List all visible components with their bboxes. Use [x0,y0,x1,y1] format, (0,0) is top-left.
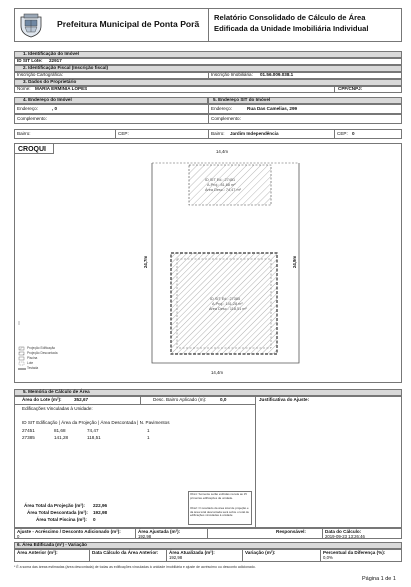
croqui-title: CROQUI [18,145,46,153]
complemento-label: Complemento: [17,116,47,121]
desc-bairro-value: 0,0 [220,397,227,402]
area-lote-label: Área do Lote (m²): [22,397,62,402]
legend-lote: Lote [27,361,34,365]
cpf-cnpj-label: CPF/CNPJ: [338,86,363,91]
sit-cep-value: 0 [352,131,355,136]
table-row-2-id: 27385 [22,435,35,440]
dim-left-label: 24,7m [143,255,148,268]
dim-right-label: 24,9m [292,255,297,268]
owner-divider [334,86,335,93]
total-piscina-label: Área Total Piscina (m²): [36,517,87,522]
inscricao-cartografica-label: Inscrição Cartográfica: [17,72,63,77]
percentual-value: 0,0% [323,555,333,560]
inscricao-imobiliaria-value: 01.56.009.038.1 [260,72,294,77]
endereco-label: Endereço: [17,106,38,111]
sit-complemento-label: Complemento: [211,116,241,121]
building-1-id: ID SIT Ed.: 27451 [205,178,236,182]
section-5-title: 5. Endereço SIT do Imóvel [213,97,271,102]
variacao-divider-a [89,549,90,562]
obs-1-text: Obs1: Somente serão exibidas na tela as 15 primeiras edificações da unidade. [190,492,247,500]
section-1-title: 1. Identificação do Imóvel [23,51,79,56]
municipality-name: Prefeitura Municipal de Ponta Porã [57,19,200,29]
address-divider [208,104,209,114]
legend-swatches [18,347,26,369]
bairro-divider-c [334,129,335,139]
report-title-line-1: Relatório Consolidado de Cálculo de Área [214,13,366,22]
variacao-divider-b [166,549,167,562]
memoria-title: 5. Memória de Cálculo de Área [23,389,90,394]
building-2-proj: A.Proj.: 141,28 m² [212,302,243,306]
sit-endereco-label: Endereço: [211,106,232,111]
dim-bottom-label: 14,4m [211,370,223,375]
owner-name-value: MARIA ERMINIA LOPES [35,86,88,91]
total-descontada-value: 192,98 [93,510,108,515]
total-descontada-label: Área Total Descontada (m²): [27,510,88,515]
desc-bairro-label: Desc. Bairro Aplicado (m): [153,397,207,402]
sit-bairro-label: Bairro: [211,131,225,136]
sit-endereco-value: Rua Das Camelias, 299 [247,106,298,111]
variacao-divider-c [242,549,243,562]
area-ajustada-label: Área Ajustada (m²): [138,528,181,534]
municipal-coat-of-arms-icon [17,11,45,39]
bairro-label: Bairro: [17,131,31,136]
variacao-divider-d [320,549,321,562]
table-row-1-pav: 1 [147,428,150,433]
data-anterior-label: Data Cálculo da Área Anterior: [92,549,159,555]
page-number: Página 1 de 1 [362,576,396,582]
sit-lote-value: 22917 [49,58,62,63]
section-4-title: 4. Endereço do Imóvel [23,97,72,102]
justificativa-label: Justificativa do Ajuste: [259,397,310,402]
bairro-divider-b [208,129,209,139]
legend-testada: Testada [27,366,39,370]
data-calculo-value: 2019-09-23 13:26:46 [325,533,365,539]
legend-projecao-descontada: Projeção Descontada [27,351,58,355]
building-2-desc: Área Desc.: 118,51 m² [209,307,247,311]
sit-bairro-value: Jardim Independência [230,131,279,136]
area-atualizada-value: 192,98 [169,555,183,560]
header-divider [208,8,209,42]
ajuste-divider-a [135,528,136,539]
responsavel-label: Responsável: [276,528,306,534]
sit-lote-row [14,58,402,65]
inscricao-imobiliaria-label: Inscrição Imobiliária: [211,72,253,77]
table-row-2-proj: 141,28 [54,435,69,440]
section-2-title: 2. Identificação Fiscal (Inscrição fiscal) [23,65,109,70]
building-2-id: ID SIT Ed.: 27385 [210,297,241,301]
footer-note: * É a soma das áreas estimadas (área descontada) de todas as edificações vinculadas à unidade imobiliária e ajuste de acréscimo ou desconto adicionado. [14,565,256,569]
area-ajustada-value: 192,98 [138,533,152,539]
legend-piscina: Piscina [27,356,38,360]
ajuste-divider-c [322,528,323,539]
building-1-desc: Área Desc.: 74,47 m² [205,188,241,192]
variacao-title: 6. Área Edificada (m²) - Variação [17,542,87,547]
section-3-title: 3. Dados do Proprietário [23,79,77,84]
memoria-row-line [14,404,255,405]
table-row-1-desc: 74,47 [87,428,99,433]
acrescimo-value: 0 [17,533,20,539]
table-row-2-desc: 118,51 [87,435,101,440]
report-title-line-2: Edificada da Unidade Imobiliária Individual [214,24,369,33]
dim-top-label: 14,4m [216,149,228,154]
total-piscina-value: 0 [93,517,96,522]
total-projecao-value: 222,96 [93,503,108,508]
memoria-divider-b [255,396,256,528]
sit-cep-label: CEP: [337,131,348,136]
ajuste-divider-b [207,528,208,539]
complemento-divider [208,114,209,124]
cep-label: CEP: [118,131,129,136]
data-calculo-label: Data do Cálculo: [325,528,362,534]
area-anterior-label: Área Anterior (m²): [17,549,58,555]
total-projecao-label: Área Total da Projeção (m²): [24,503,85,508]
legend-projecao-edificacao: Projeção Edificação [27,346,56,350]
inscricao-divider [208,72,209,79]
acrescimo-label: Ajuste - Acréscimo / Desconto Adicionado (m²): [17,528,121,534]
table-row-2-pav: 1 [147,435,150,440]
sit-lote-label: ID SIT Lote: [17,58,43,63]
area-atualizada-label: Área Atualizada (m²): [169,549,215,555]
variacao-label: Variação (m²): [245,549,276,555]
edificacoes-table-header: ID SIT Edificação | Área da Projeção | Área Descontada | N. Pavimentos [22,420,170,425]
table-row-1-id: 27451 [22,428,35,433]
edificacoes-label: Edificações Vinculadas à Unidade: [22,406,93,411]
endereco-value: , 0 [52,106,58,111]
table-row-1-proj: 81,68 [54,428,66,433]
bairro-divider-a [115,129,116,139]
area-lote-value: 352,67 [74,397,89,402]
building-1-proj: A.Proj.: 81,68 m² [207,183,236,187]
percentual-label: Percentual da Diferença (%): [323,549,386,555]
owner-name-label: Nome: [17,86,31,91]
memoria-divider-a [140,396,141,404]
obs-2-text: Obs2: O resultado da área total de projeção e da área total descontada será sobre o total de edificações vinculadas à unidade [190,506,249,518]
